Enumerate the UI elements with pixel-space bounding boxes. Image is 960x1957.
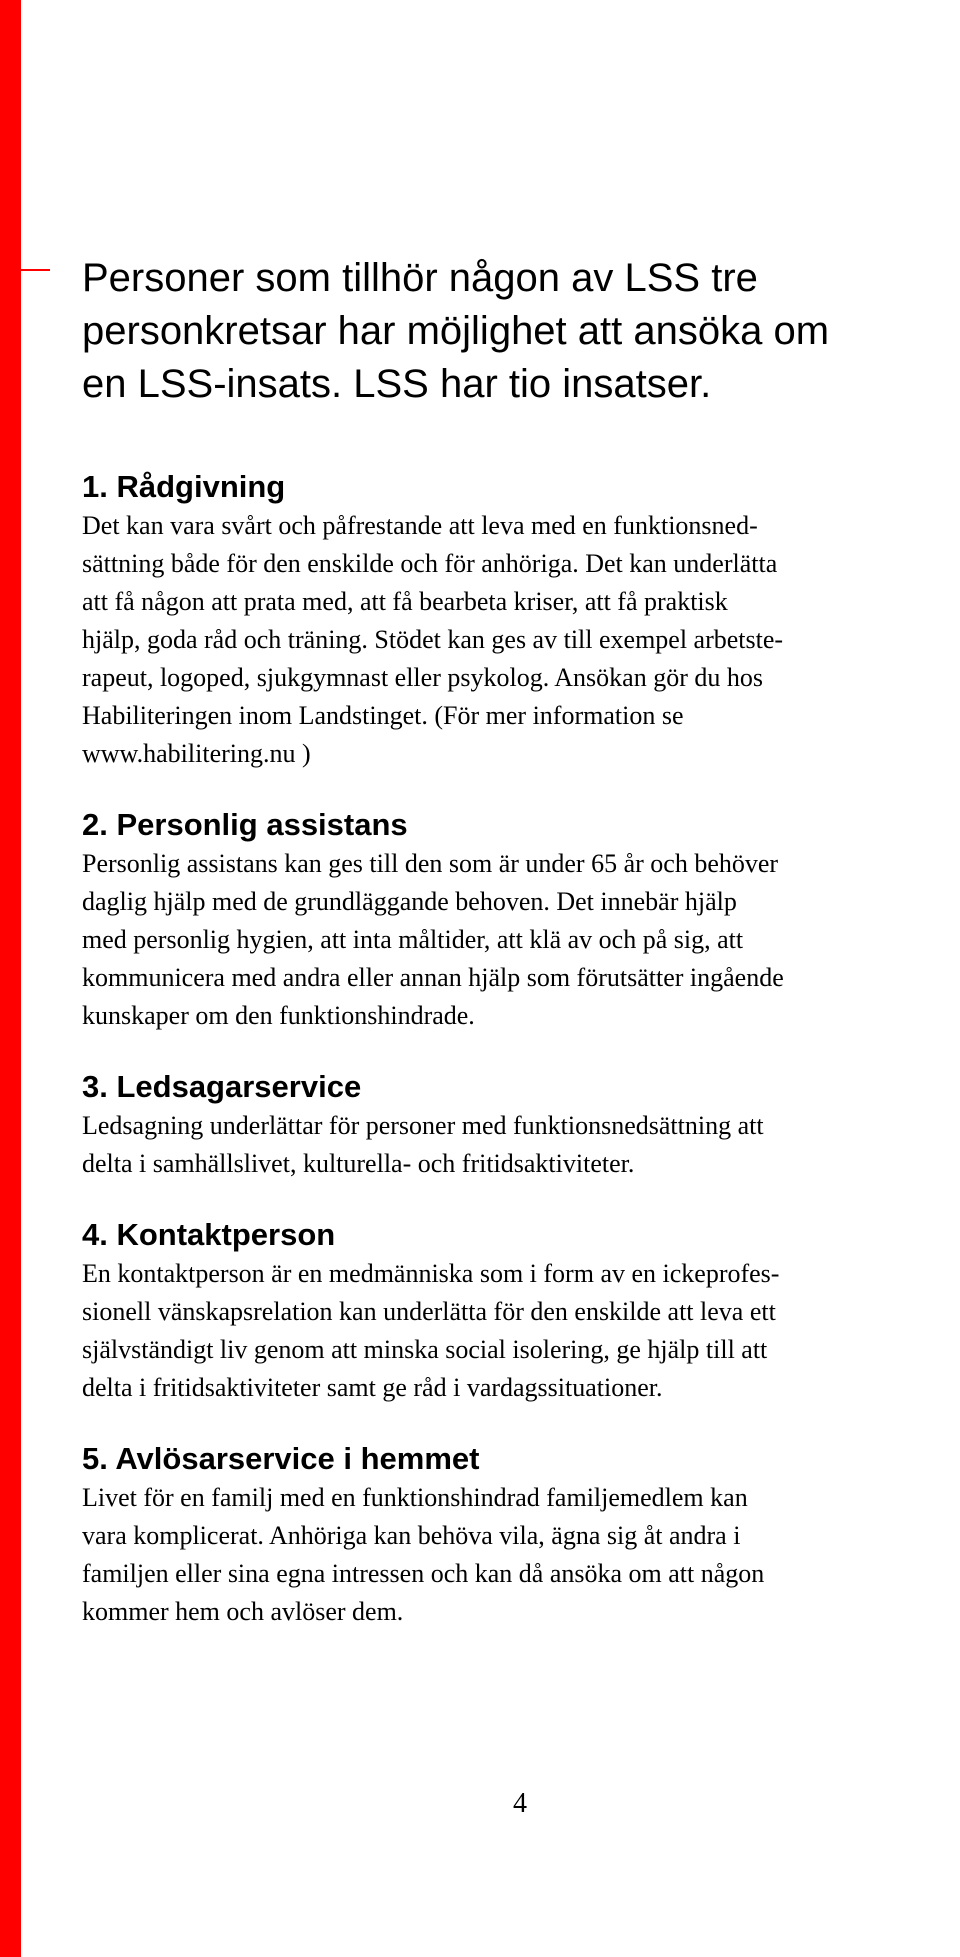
section-avlosarservice — [82, 1439, 952, 1631]
page-content — [82, 252, 952, 1663]
section-heading: 4. Kontaktperson — [82, 1217, 336, 1252]
section-body: Det kan vara svårt och påfrestande att leva med en funktionsned- sättning både för den enskilde och för anhöriga. Det kan underlätta att få någon att prata med, att få bearbeta kriser, att få praktisk hjälp, goda råd och träning. Stödet kan ges av till exempel arbetste- rapeut, logoped, sjukgymnast eller psykolog. Ansökan gör du hos Habiliteringen inom Landstinget. (För mer information se www.habilitering.nu ) — [82, 511, 784, 768]
section-body: Personlig assistans kan ges till den som är under 65 år och behöver daglig hjälp med de grundläggande behoven. Det innebär hjälp med personlig hygien, att inta måltider, att klä av och på sig, att kommunicera med andra eller annan hjälp som förutsätter ingående kunskaper om den funktionshindrade. — [82, 849, 784, 1030]
section-heading: 3. Ledsagarservice — [82, 1069, 362, 1104]
red-tick-mark — [4, 269, 50, 271]
section-kontaktperson — [82, 1215, 952, 1407]
section-body: Livet för en familj med en funktionshindrad familjemedlem kan vara komplicerat. Anhöriga kan behöva vila, ägna sig åt andra i familjen eller sina egna intressen och kan då ansöka om att någon kommer hem och avlöser dem. — [82, 1483, 765, 1626]
section-heading: 5. Avlösarservice i hemmet — [82, 1441, 480, 1476]
section-body: En kontaktperson är en medmänniska som i form av en ickeprofes- sionell vänskapsrelation kan underlätta för den enskilde att leva ett självständigt liv genom att minska social isolering, ge hjälp till att delta i fritidsaktiviteter samt ge råd i vardagssituationer. — [82, 1259, 780, 1402]
section-ledsagarservice — [82, 1067, 952, 1183]
section-body: Ledsagning underlättar för personer med funktionsnedsättning att delta i samhällslivet, kulturella- och fritidsaktiviteter. — [82, 1111, 764, 1178]
section-personlig-assistans — [82, 805, 952, 1035]
red-margin-bar — [0, 0, 21, 1957]
page-number: 4 — [513, 1788, 527, 1819]
section-heading: 1. Rådgivning — [82, 469, 286, 504]
section-radgivning — [82, 467, 952, 773]
intro-text: Personer som tillhör någon av LSS tre personkretsar har möjlighet att ansöka om en LSS-insats. LSS har tio insatser. — [82, 256, 830, 406]
section-heading: 2. Personlig assistans — [82, 807, 408, 842]
